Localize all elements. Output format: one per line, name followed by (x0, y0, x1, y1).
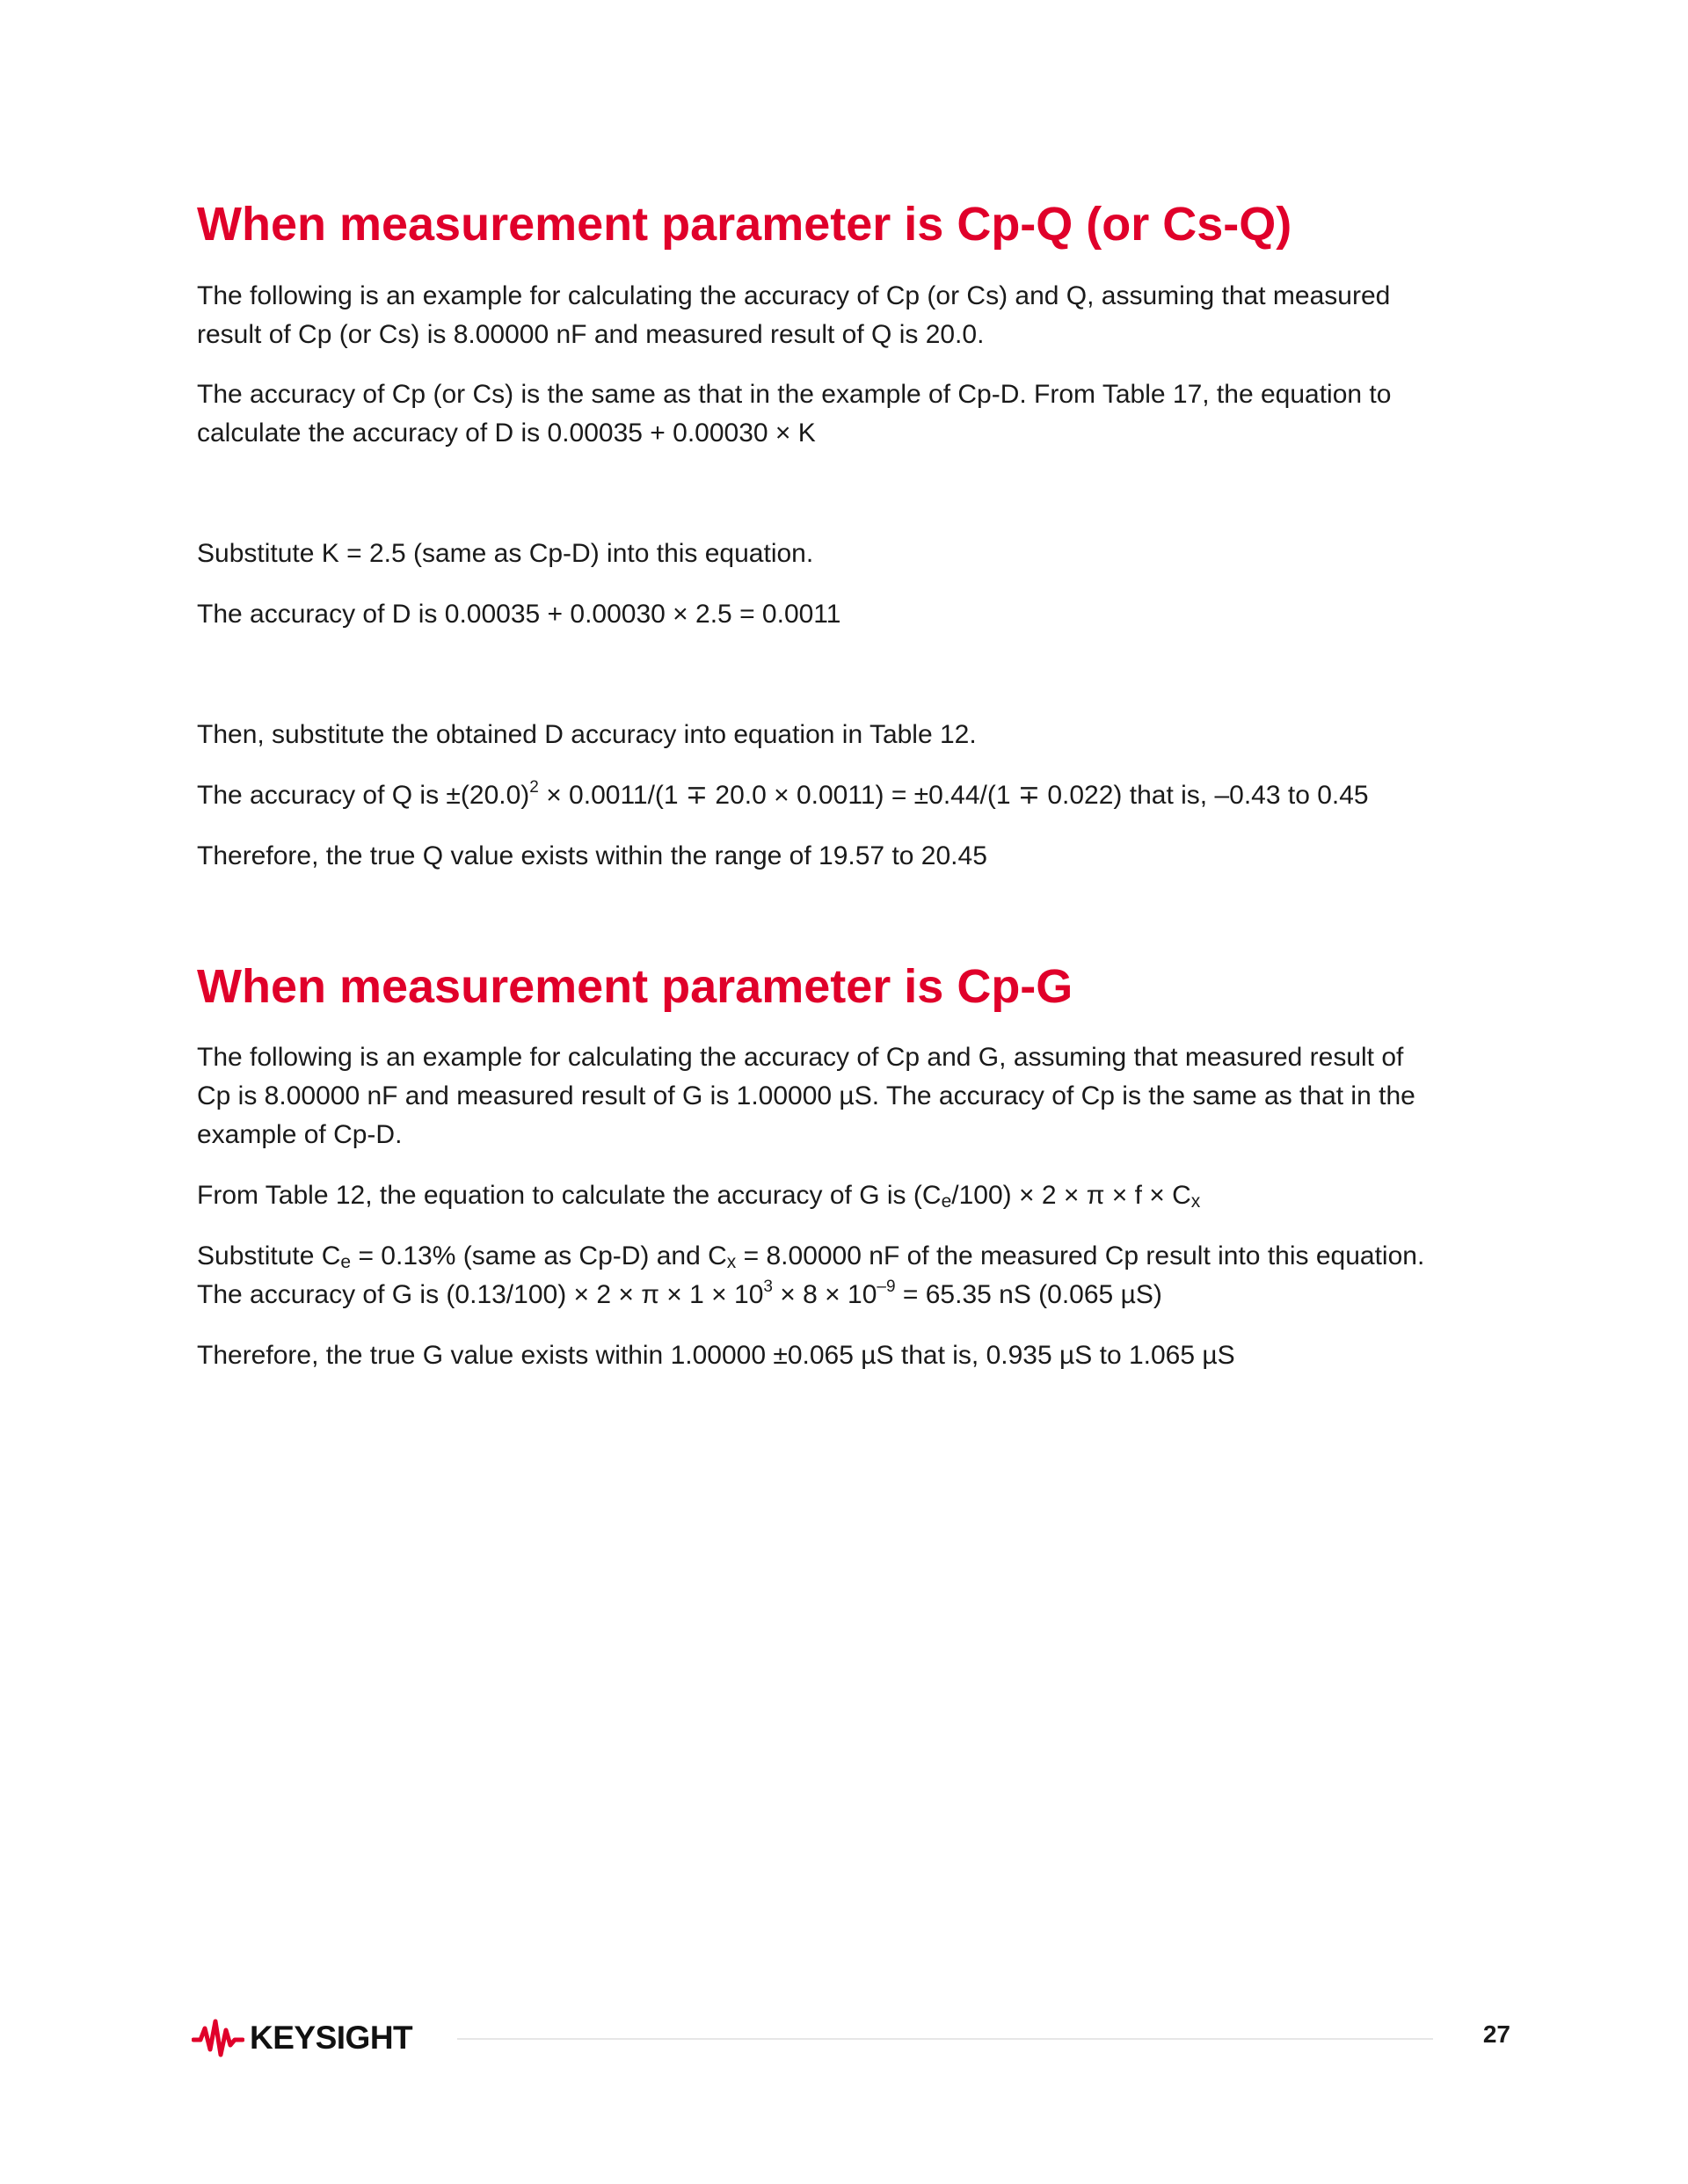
text-run: Substitute C (197, 1241, 341, 1270)
superscript: –9 (877, 1278, 896, 1296)
superscript: 3 (763, 1278, 773, 1296)
page-number: 27 (1482, 2020, 1510, 2048)
subscript: x (726, 1252, 737, 1272)
paragraph-line: example of Cp-D. (197, 1120, 403, 1149)
paragraph-q-accuracy (197, 776, 1369, 815)
section-heading-cp-g: When measurement parameter is Cp-G (197, 960, 1073, 1013)
subscript: e (340, 1252, 352, 1272)
paragraph-line: Substitute K = 2.5 (same as Cp-D) into this equation. (197, 539, 814, 568)
paragraph-line: calculate the accuracy of D is 0.00035 + 0.00030 × K (197, 419, 816, 448)
text-run: × 8 × 10 (772, 1280, 877, 1309)
text-run: /100) × 2 × π × f × C (951, 1181, 1191, 1210)
text-run: The accuracy of G is (0.13/100) × 2 × π × 1 × 10 (197, 1280, 764, 1309)
text-run: = 0.13% (same as Cp-D) and C (351, 1241, 727, 1270)
text-run: From Table 12, the equation to calculate the accuracy of G is (C (197, 1181, 942, 1210)
subscript: x (1190, 1191, 1201, 1212)
paragraph-line: The following is an example for calculating the accuracy of Cp and G, assuming that measured result of (197, 1043, 1404, 1072)
paragraph-line: The accuracy of Cp (or Cs) is the same as that in the example of Cp-D. From Table 17, the equation to (197, 380, 1392, 409)
paragraph-line: result of Cp (or Cs) is 8.00000 nF and measured result of Q is 20.0. (197, 320, 985, 349)
paragraph-line: Then, substitute the obtained D accuracy into equation in Table 12. (197, 720, 977, 749)
superscript: 2 (529, 778, 539, 797)
paragraph-line: Cp is 8.00000 nF and measured result of G is 1.00000 µS. The accuracy of Cp is the same as that in the (197, 1081, 1415, 1110)
logo-wordmark: KEYSIGHT (250, 2020, 413, 2056)
paragraph-line: The following is an example for calculating the accuracy of Cp (or Cs) and Q, assuming that measured (197, 281, 1391, 310)
paragraph-g-equation (197, 1176, 1200, 1215)
section-heading-cp-q: When measurement parameter is Cp-Q (or Cs-Q) (197, 198, 1292, 251)
paragraph-substitute (197, 1237, 1424, 1276)
paragraph-line: The accuracy of D is 0.00035 + 0.00030 × 2.5 = 0.0011 (197, 600, 841, 629)
text-run: The accuracy of Q is ±(20.0) (197, 781, 530, 810)
footer-divider (457, 2038, 1433, 2040)
paragraph-line: Therefore, the true G value exists within 1.00000 ±0.065 µS that is, 0.935 µS to 1.065 µS (197, 1341, 1235, 1370)
text-run: = 65.35 nS (0.065 µS) (895, 1280, 1162, 1309)
keysight-logo (192, 2015, 412, 2061)
paragraph-line: Therefore, the true Q value exists within the range of 19.57 to 20.45 (197, 841, 987, 870)
keysight-wave-icon (192, 2018, 244, 2058)
text-run: × 0.0011/(1 ∓ 20.0 × 0.0011) = ±0.44/(1 ∓ 0.022) that is, –0.43 to 0.45 (538, 781, 1369, 810)
paragraph-g-accuracy (197, 1276, 1162, 1314)
subscript: e (941, 1191, 952, 1212)
text-run: = 8.00000 nF of the measured Cp result into this equation. (736, 1241, 1425, 1270)
